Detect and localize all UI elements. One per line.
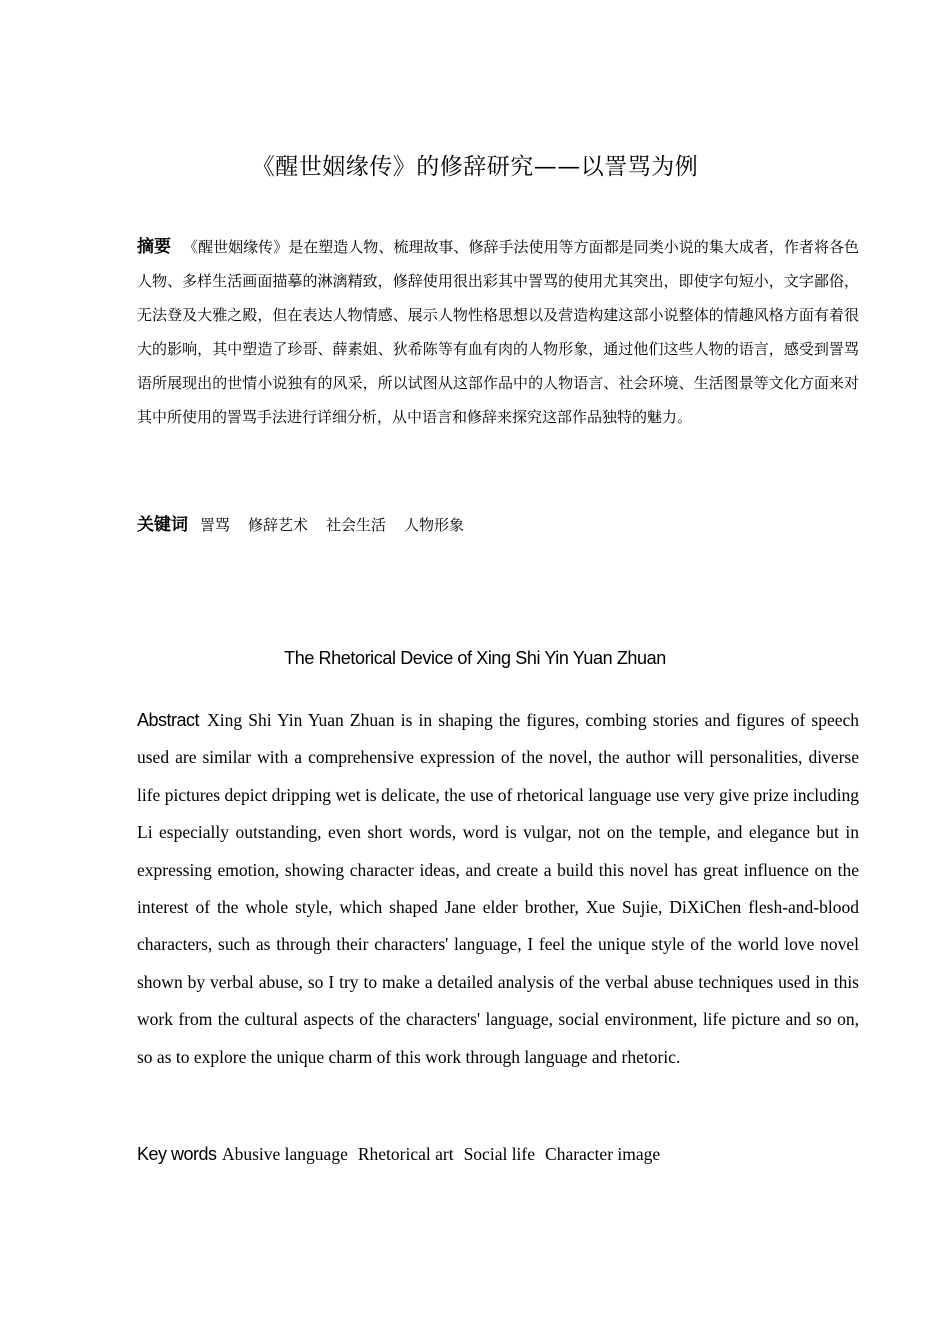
english-keyword: Abusive language xyxy=(221,1144,348,1164)
chinese-abstract-text: 《醒世姻缘传》是在塑造人物、梳理故事、修辞手法使用等方面都是同类小说的集大成者，作者将各色人物、多样生活画面描摹的淋漓精致，修辞使用很出彩其中詈骂的使用尤其突出，即使字句短小，文字鄙俗，无法登及大雅之殿，但在表达人物情感、展示人物性格思想以及营造构建这部小说整体的情趣风格方面有着很大的影响，其中塑造了珍哥、薛素姐、狄希陈等有血有肉的人物形象，通过他们这些人物的语言，感受到詈骂语所展现出的世情小说独有的风采，所以试图从这部作品中的人物语言、社会环境、生活图景等文化方面来对其中所使用的詈骂手法进行详细分析，从中语言和修辞来探究这部作品独特的魅力。 xyxy=(137,238,859,426)
english-keywords xyxy=(137,1137,859,1171)
chinese-keyword: 詈骂 xyxy=(200,516,231,534)
english-keywords-label: Key words xyxy=(137,1144,217,1164)
chinese-keywords-label: 关键词 xyxy=(137,515,188,535)
chinese-keywords xyxy=(137,510,859,540)
english-abstract xyxy=(137,702,859,1076)
english-keyword: Social life xyxy=(463,1144,536,1164)
chinese-abstract-label: 摘要 xyxy=(137,237,172,257)
chinese-keyword: 人物形象 xyxy=(404,516,465,534)
english-title: The Rhetorical Device of Xing Shi Yin Yuan Zhuan xyxy=(284,648,666,668)
english-keyword: Rhetorical art xyxy=(357,1144,454,1164)
chinese-title: 《醒世姻缘传》的修辞研究——以詈骂为例 xyxy=(251,154,699,180)
english-abstract-text: Xing Shi Yin Yuan Zhuan is in shaping the figures, combing stories and figures of speech used are similar with a comprehensive expression of the novel, the author will personalities, diverse life pictures depict dripping wet is delicate, the use of rhetorical language use very give prize including Li especially outstanding, even short words, word is vulgar, not on the temple, and elegance but in expressing emotion, showing character ideas, and create a build this novel has great influence on the interest of the whole style, which shaped Jane elder brother, Xue Sujie, DiXiChen flesh-and-blood characters, such as through their characters' language, I feel the unique style of the world love novel shown by verbal abuse, so I try to make a detailed analysis of the verbal abuse techniques used in this work from the cultural aspects of the characters' language, social environment, life picture and so on, so as to explore the unique charm of this work through language and rhetoric. xyxy=(137,710,860,1067)
chinese-keyword: 社会生活 xyxy=(326,516,387,534)
chinese-abstract xyxy=(137,230,859,434)
english-keyword: Character image xyxy=(545,1144,661,1164)
english-abstract-label: Abstract xyxy=(137,710,200,730)
chinese-keyword: 修辞艺术 xyxy=(248,516,309,534)
